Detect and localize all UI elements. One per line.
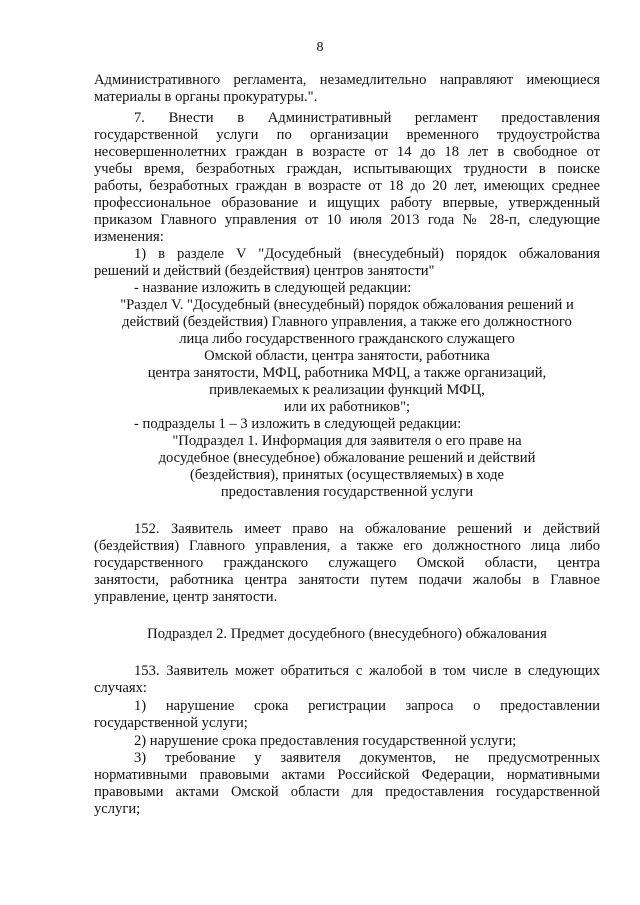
text-line: нормативными правовыми актами Российской Федерации, нормативными	[94, 767, 600, 783]
text-line: или их работников";	[283, 399, 411, 415]
text-line: 7. Внести в Административный регламент предоставления	[134, 110, 600, 126]
text-line: "Подраздел 1. Информация для заявителя о его праве на	[172, 433, 522, 449]
text-line: (бездействия) Главного управления, а также его должностного лица либо	[94, 538, 600, 554]
paragraph-153-1	[94, 698, 600, 732]
text-line: 153. Заявитель может обратиться с жалобой в том числе в следующих	[134, 663, 600, 679]
intro-paragraph	[94, 72, 600, 106]
text-line: государственного гражданского служащего Омской области, центра	[94, 555, 600, 571]
text-line: изменения:	[94, 229, 164, 245]
text-line: привлекаемых к реализации функций МФЦ,	[209, 382, 485, 398]
text-line: занятости, работника центра занятости путем подачи жалобы в Главное	[94, 572, 600, 588]
text-line: центра занятости, МФЦ, работника МФЦ, а также организаций,	[147, 365, 547, 381]
text-line: профессиональное образование и ищущих работу впервые, утвержденный	[94, 195, 600, 211]
text-line: управление, центр занятости.	[94, 589, 278, 605]
paragraph-152	[94, 521, 600, 606]
text-line: материалы в органы прокуратуры.".	[94, 89, 318, 105]
text-line: Административного регламента, незамедлительно направляют имеющиеся	[94, 72, 600, 88]
text-line: работы, безработных граждан в возрасте от 18 до 20 лет, имеющих среднее	[94, 178, 600, 194]
subsection-2-title	[94, 626, 600, 643]
text-line: правовыми актами Омской области для предоставления государственной	[94, 784, 600, 800]
text-line: случаях:	[94, 680, 147, 696]
text-line: учебы время, безработных граждан, испытывающих трудности в поиске	[94, 161, 600, 177]
item-7-1-paragraph	[94, 246, 600, 280]
subsections-note: - подразделы 1 – 3 изложить в следующей редакции:	[134, 416, 462, 432]
text-line: (бездействия), принятых (осуществляемых) в ходе	[189, 467, 505, 483]
text-line: Омской области, центра занятости, работника	[204, 348, 490, 364]
text-line: 3) требование у заявителя документов, не предусмотренных	[134, 750, 600, 766]
page-number: 8	[316, 40, 324, 55]
subsection-1-title	[94, 433, 600, 501]
text-line: государственной услуги по организации временного трудоустройства	[94, 127, 600, 143]
text-line: "Раздел V. "Досудебный (внесудебный) порядок обжалования решений и	[120, 297, 574, 313]
section-title	[94, 297, 600, 416]
text-line: досудебное (внесудебное) обжалование решений и действий	[158, 450, 536, 466]
text-line: несовершеннолетних граждан в возрасте от 14 до 18 лет в свободное от	[94, 144, 600, 160]
text-line: предоставления государственной услуги	[220, 484, 474, 500]
paragraph-153-3	[94, 750, 600, 818]
text-line: лица либо государственного гражданского служащего	[179, 331, 515, 347]
paragraph-153-2: 2) нарушение срока предоставления государственной услуги;	[134, 733, 517, 749]
text-line: 1) нарушение срока регистрации запроса о предоставлении	[134, 698, 600, 714]
text-line: приказом Главного управления от 10 июля 2013 года № 28-п, следующие	[94, 212, 600, 228]
text-line: 152. Заявитель имеет право на обжалование решений и действий	[134, 521, 600, 537]
text-line: Подраздел 2. Предмет досудебного (внесудебного) обжалования	[147, 626, 547, 642]
text-line: услуги;	[94, 801, 141, 817]
text-line: 1) в разделе V "Досудебный (внесудебный) порядок обжалования	[134, 246, 600, 262]
paragraph-153	[94, 663, 600, 697]
name-note: - название изложить в следующей редакции:	[134, 280, 412, 296]
text-line: государственной услуги;	[94, 715, 248, 731]
text-line: решений и действий (бездействия) центров занятости"	[94, 263, 435, 279]
text-line: действий (бездействия) Главного управления, а также его должностного	[122, 314, 572, 330]
item-7-paragraph	[94, 110, 600, 246]
